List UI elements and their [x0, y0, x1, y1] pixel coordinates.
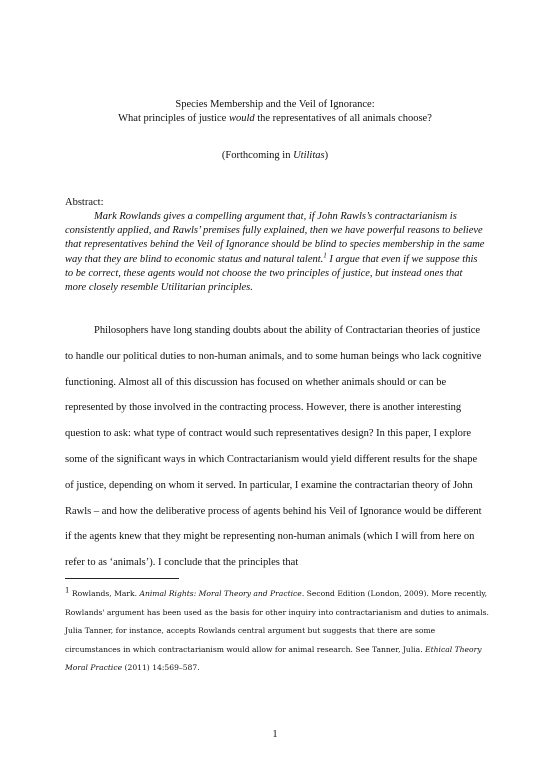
footnote-middle: . Second Edition (London, 2009). More recently, Rowlands' argument has been used as the basis for other inquiry into contractarianism and duties to animals. Julia Tanner, for instance, accepts Rowlands central argument but suggests that there are some circumstances in which contractarianism would allow for animal research. See Tanner, Julia. — [65, 589, 489, 654]
abstract-part-2: I argue that even if we suppose this to be correct, these agents would not choose the two principles of justice, but instead ones that more closely resemble Utilitarian principles. — [65, 253, 478, 294]
abstract-text — [65, 210, 485, 295]
footnote-book-title: Animal Rights: Moral Theory and Practice — [139, 589, 302, 598]
journal-name: Utilitas — [293, 150, 325, 161]
forthcoming-prefix: (Forthcoming in — [221, 150, 294, 161]
footnote — [65, 585, 490, 678]
title-text-end: the representatives of all animals choose? — [254, 113, 432, 124]
paper-title-line-2 — [60, 112, 490, 126]
paper-title-line-1: Species Membership and the Veil of Ignorance: — [175, 99, 375, 110]
forthcoming-suffix: ) — [324, 150, 329, 161]
forthcoming-note — [60, 150, 490, 161]
title-emphasis: would — [228, 113, 255, 124]
footnote-divider — [65, 578, 179, 579]
title-text: What principles of justice — [118, 113, 229, 124]
footnote-reference[interactable]: 1 — [323, 251, 327, 260]
footnote-number: 1 — [65, 586, 70, 595]
abstract-part-1: Mark Rowlands gives a compelling argument that, if John Rawls’s contractarianism is consistently applied, and Rawls’ premises fully explained, then we have powerful reasons to believe that representatives behind the Veil of Ignorance should be blind to species membership in the same way that they are blind to economic status and natural talent. — [65, 211, 485, 265]
abstract-label: Abstract: — [65, 197, 104, 208]
page-number: 1 — [272, 729, 278, 740]
footnote-journal: Ethical Theory Moral Practice — [65, 644, 482, 673]
footnote-end: (2011) 14:569–587. — [122, 663, 200, 673]
body-paragraph: Philosophers have long standing doubts about the ability of Contractarian theories of justice to handle our political duties to non-human animals, and to some human beings who lack cognitive functioning. Almost all of this discussion has focused on whether animals should or can be represented by those involved in the contracting process. However, there is another interesting question to ask: what type of contract would such representatives design? In this paper, I explore some of the significant ways in which Contractarianism would yield different results for the shape of justice, depending on whom it served. In particular, I examine the contractarian theory of John Rawls – and how the deliberative process of agents behind his Veil of Ignorance would be different if the agents knew that they might be representing non-human animals (which I will from here on refer to as ‘animals’). I conclude that the principles that — [65, 325, 482, 569]
footnote-author: Rowlands, Mark. — [69, 589, 140, 598]
